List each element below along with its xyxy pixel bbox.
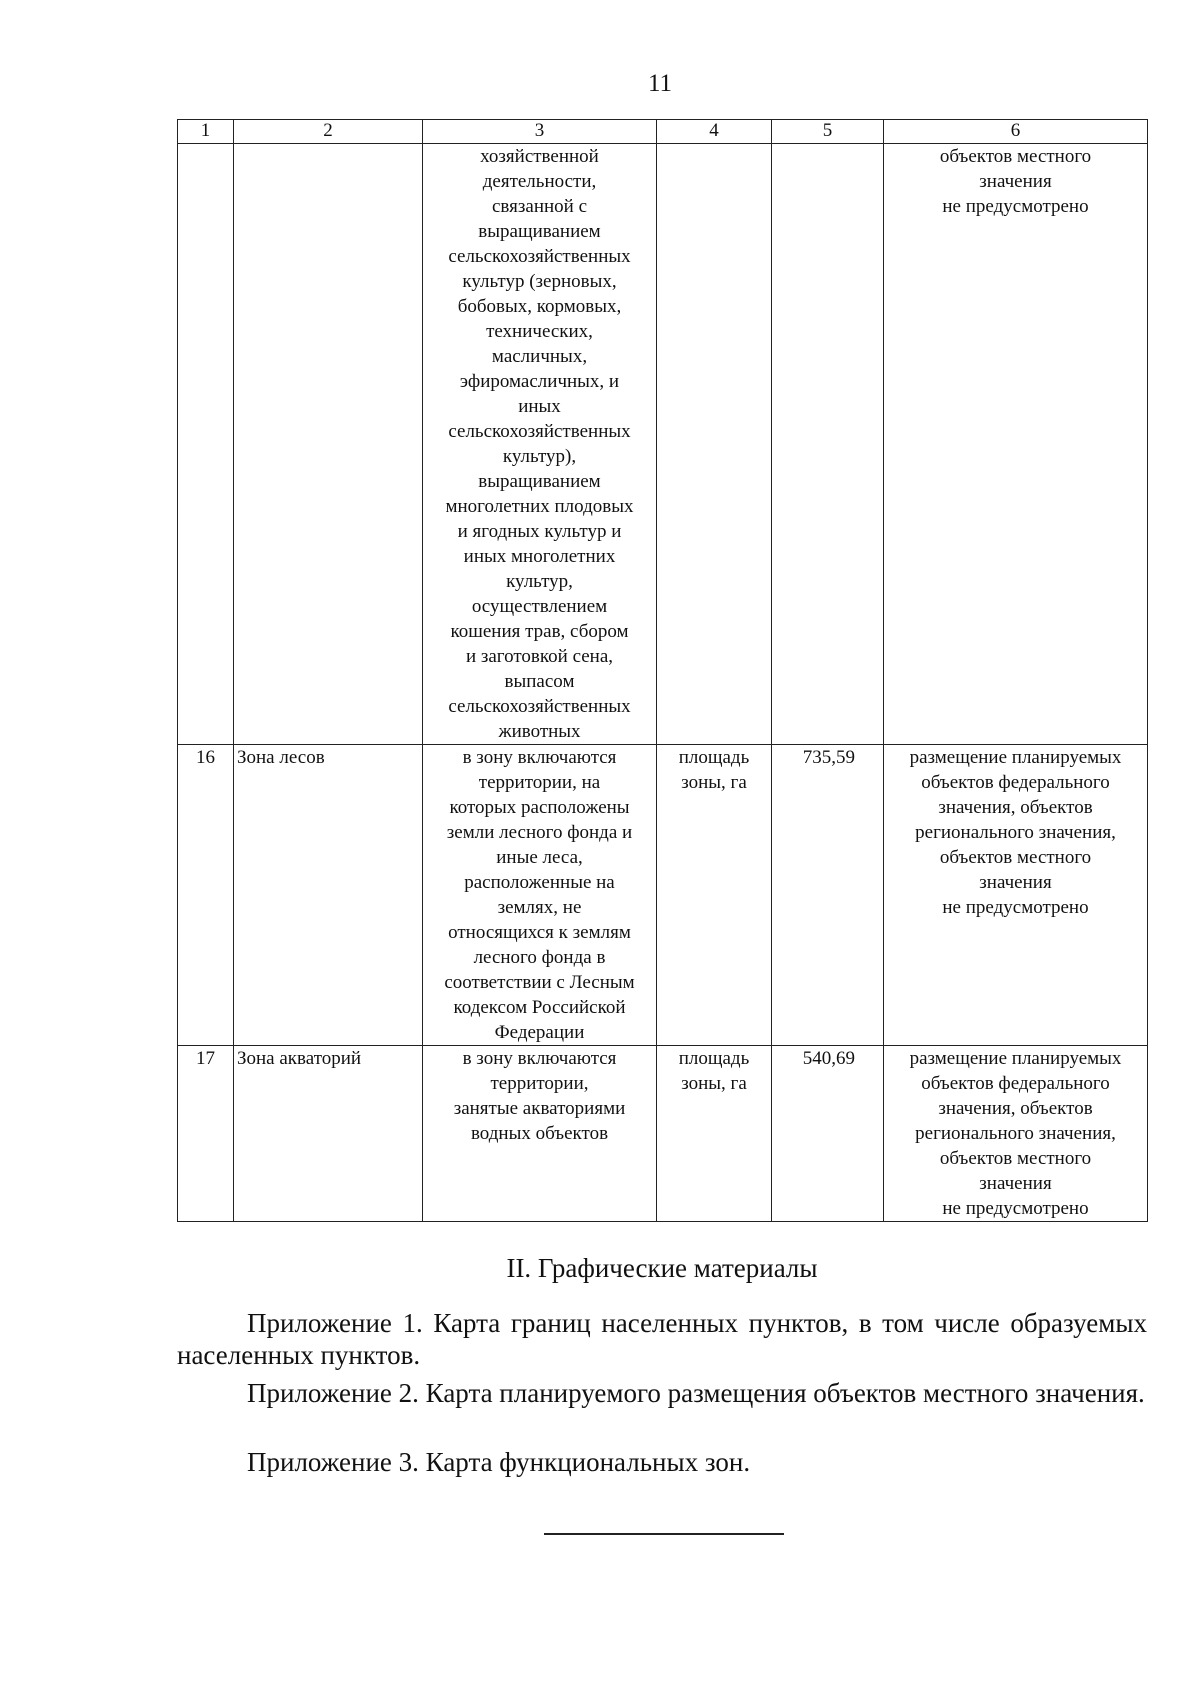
column-header: 1 — [178, 120, 234, 144]
zone-description: в зону включаются территории, на которых расположены земли лесного фонда и иные леса, расположенные на землях, не относящихся к землям лесного фонда в соответствии с Лесным кодексом Российской Федерации — [423, 745, 657, 1046]
section-title: II. Графические материалы — [506, 1253, 818, 1283]
zone-value: 735,59 — [772, 745, 884, 1046]
table-row — [178, 745, 1148, 1046]
column-header: 4 — [657, 120, 772, 144]
zone-name: Зона лесов — [234, 745, 423, 1046]
appendix-paragraph — [177, 1377, 1147, 1409]
zone-name: Зона акваторий — [234, 1046, 423, 1222]
appendix-text: Приложение 3. Карта функциональных зон. — [247, 1447, 751, 1477]
appendix-paragraph — [177, 1307, 1147, 1371]
column-header: 6 — [884, 120, 1148, 144]
functional-zones-table — [177, 119, 1148, 1222]
zone-value — [772, 144, 884, 745]
row-number — [178, 144, 234, 745]
column-header: 5 — [772, 120, 884, 144]
closing-rule — [544, 1533, 784, 1535]
appendix-text: Приложение 1. Карта границ населенных пунктов, в том числе образуемых населенных пунктов. — [177, 1308, 1147, 1370]
zone-name — [234, 144, 423, 745]
appendix-paragraph — [177, 1446, 1147, 1478]
zone-indicator: площадь зоны, га — [657, 1046, 772, 1222]
zone-value: 540,69 — [772, 1046, 884, 1222]
zone-indicator — [657, 144, 772, 745]
table-row — [178, 144, 1148, 745]
table-row — [178, 1046, 1148, 1222]
zone-placement: размещение планируемых объектов федерального значения, объектов регионального значения, объектов местного значения не предусмотрено — [884, 745, 1148, 1046]
zone-description: в зону включаются территории, занятые акваториями водных объектов — [423, 1046, 657, 1222]
zone-placement: размещение планируемых объектов федерального значения, объектов регионального значения, объектов местного значения не предусмотрено — [884, 1046, 1148, 1222]
page-number: 11 — [647, 70, 673, 97]
row-number: 16 — [178, 745, 234, 1046]
zone-indicator: площадь зоны, га — [657, 745, 772, 1046]
zone-description: хозяйственной деятельности, связанной с выращиванием сельскохозяйственных культур (зерновых, бобовых, кормовых, технических, масличных, эфиромасличных, и иных сельскохозяйственных культур), выращиванием многолетних плодовых и ягодных культур и иных многолетних культур, осуществлением кошения трав, сбором и заготовкой сена, выпасом сельскохозяйственных животных — [423, 144, 657, 745]
table-header-row — [178, 120, 1148, 144]
zone-placement: объектов местного значения не предусмотрено — [884, 144, 1148, 745]
row-number: 17 — [178, 1046, 234, 1222]
column-header: 2 — [234, 120, 423, 144]
column-header: 3 — [423, 120, 657, 144]
appendix-text: Приложение 2. Карта планируемого размещения объектов местного значения. — [247, 1378, 1145, 1408]
